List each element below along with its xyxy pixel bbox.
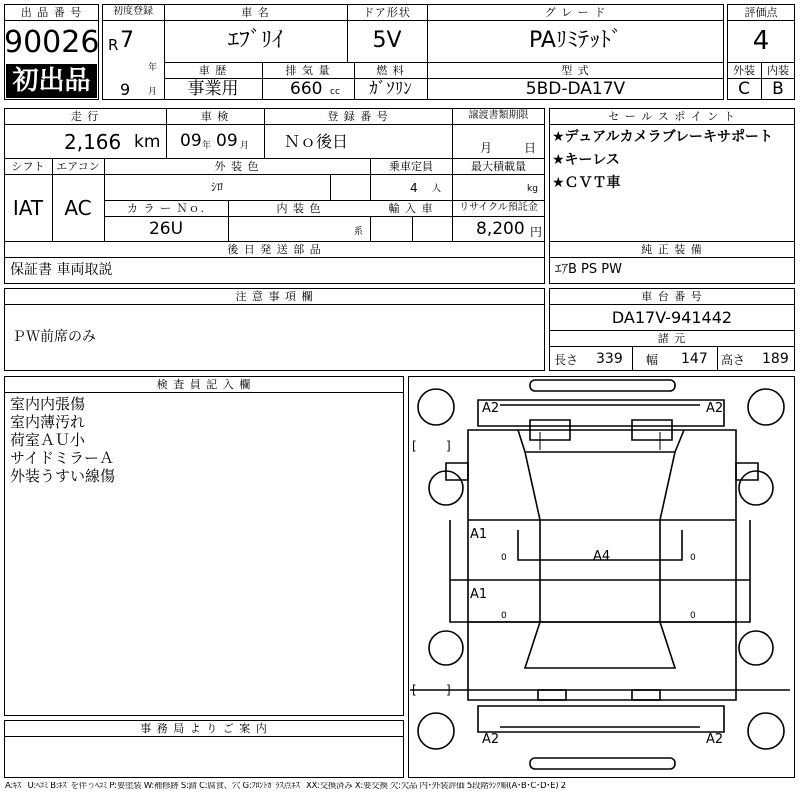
damage-mark: A2 (482, 732, 500, 747)
damage-mark: A2 (706, 732, 724, 747)
later-label: 後 日 発 送 部 品 (227, 243, 322, 256)
recycle-label: リサイクル預託金 (459, 202, 538, 213)
bracket-mark: [ (412, 439, 417, 453)
zero-mark: 0 (501, 553, 507, 563)
bracket-mark: [ (412, 683, 417, 697)
lot-number: 90026 (4, 25, 100, 60)
inspection-month: 09 (216, 131, 238, 151)
car-name: ｴﾌﾞﾘｲ (227, 28, 283, 53)
history: 事業用 (187, 79, 239, 99)
office-label: 事 務 局 よ り ご 案 内 (140, 722, 268, 735)
score-label: 評価点 (744, 6, 778, 19)
interior-label: 内装 (767, 64, 789, 77)
model-label: 型 式 (561, 64, 590, 77)
damage-mark: A4 (593, 549, 611, 564)
inspection-year-unit: 年 (202, 141, 212, 151)
color-label: 外 装 色 (214, 160, 260, 173)
transfer-label: 譲渡書類期限 (468, 110, 529, 121)
car-name-label: 車 名 (241, 6, 270, 19)
damage-mark: A1 (470, 587, 488, 602)
zero-mark: 0 (690, 553, 696, 563)
zero-mark: 0 (501, 611, 507, 621)
int-color-label: 内 装 色 (276, 202, 322, 215)
inspector-label: 検 査 員 記 入 欄 (156, 378, 252, 391)
spec-label: 諸 元 (657, 332, 687, 345)
length-label: 長さ (554, 353, 579, 367)
width-label: 幅 (646, 353, 659, 367)
recycle: 8,200 (476, 219, 525, 239)
plate: Ｎｏ後日 (284, 132, 349, 151)
plate-label: 登 録 番 号 (327, 110, 389, 123)
zero-mark: 0 (690, 611, 696, 621)
lot-label: 出 品 番 号 (20, 6, 83, 19)
reg-month: 9 (120, 80, 131, 99)
chassis-label: 車 台 番 号 (641, 290, 703, 303)
width: 147 (681, 351, 708, 367)
exterior-label: 外装 (733, 64, 755, 77)
inspector-line: 荷室ＡＵ小 (10, 431, 86, 449)
seats-unit: 人 (432, 184, 442, 194)
doors: 5V (372, 28, 402, 53)
load-unit: kg (527, 184, 538, 194)
shift-label: シフト (11, 160, 45, 173)
month-unit: 月 (148, 87, 158, 97)
load-label: 最大積載量 (471, 160, 526, 173)
displacement-unit: cc (330, 87, 340, 97)
era-prefix: R (108, 36, 119, 54)
mileage: 2,166 (64, 130, 122, 154)
damage-mark: A2 (482, 401, 500, 416)
displacement: 660 (290, 79, 323, 99)
ac: AC (64, 196, 92, 220)
first-listing-badge: 初出品 (6, 64, 97, 98)
score: 4 (752, 26, 770, 56)
inspection-year: 09 (180, 131, 202, 151)
seats: 4 (410, 181, 418, 195)
bracket-mark: ] (446, 683, 451, 697)
bracket-mark: ] (446, 439, 451, 453)
recycle-unit: 円 (530, 225, 543, 239)
grade-label: グ レ ー ド (544, 6, 607, 19)
color-no-label: カ ラ ー Ｎｏ. (127, 202, 205, 215)
chassis-number: DA17V-941442 (611, 308, 733, 327)
color: ｼﾛ (210, 180, 223, 194)
history-label: 車 歴 (198, 64, 228, 77)
fuel-label: 燃 料 (376, 64, 405, 77)
era-year: 7 (120, 28, 134, 53)
ac-label: エアコン (56, 160, 100, 173)
exterior-grade: C (738, 79, 750, 99)
seats-label: 乗車定員 (389, 160, 433, 173)
caution: ＰＷ前席のみ (12, 329, 96, 345)
mileage-unit: km (134, 132, 161, 152)
equip-label: 純 正 装 備 (641, 243, 703, 256)
inspector-line: 室内内張傷 (10, 395, 86, 413)
inspector-line: サイドミラーＡ (10, 449, 114, 467)
import-label: 輸 入 車 (388, 202, 434, 215)
model: 5BD-DA17V (525, 79, 626, 99)
sales-point: ★デュアルカメラブレーキサポート (552, 129, 774, 145)
interior-grade: B (772, 79, 784, 99)
transfer-month-unit: 月 (480, 141, 493, 155)
height-label: 高さ (721, 353, 746, 367)
transfer-day-unit: 日 (524, 141, 537, 155)
doors-label: ドア形状 (363, 6, 411, 19)
displacement-label: 排 気 量 (285, 64, 331, 77)
mileage-label: 走 行 (70, 110, 100, 123)
fuel: ｶﾞｿﾘﾝ (369, 79, 412, 99)
sales-point: ★ＣＶＴ車 (552, 175, 621, 191)
int-color-unit: 系 (354, 227, 364, 237)
shift: IAT (12, 196, 44, 220)
year-unit: 年 (148, 63, 158, 73)
equipment: ｴｱB PS PW (555, 262, 622, 277)
reg-label: 初度登録 (113, 6, 153, 17)
caution-label: 注 意 事 項 欄 (235, 290, 314, 303)
legend: A:ｷｽﾞ U:ﾍｺﾐ B:ｷｽﾞを伴うﾍｺﾐ P:要塗装 W:補修跡 S:錆 C:腐食、穴 G:ﾌﾛﾝﾄｶﾞﾗｽ点ｷｽﾞ XX:交換済み X:要交換 欠:欠品 内･外装評価 5段階ﾗﾝｸ順(A･B･C･D･E) 2 (5, 782, 566, 791)
grade: PAﾘﾐﾃｯﾄﾞ (529, 28, 622, 53)
later-items: 保証書 車両取説 (10, 262, 113, 278)
height: 189 (762, 351, 789, 367)
sales-label: セ ー ル ス ポ イ ン ト (608, 110, 736, 123)
damage-mark: A2 (706, 401, 724, 416)
inspector-line: 外装うすい線傷 (10, 467, 116, 485)
color-no: 26U (148, 219, 184, 239)
inspector-line: 室内薄汚れ (10, 413, 86, 431)
inspection-month-unit: 月 (240, 141, 250, 151)
inspection-label: 車 検 (200, 110, 230, 123)
length: 339 (596, 351, 623, 367)
damage-mark: A1 (470, 527, 488, 542)
sales-point: ★キーレス (552, 152, 620, 168)
